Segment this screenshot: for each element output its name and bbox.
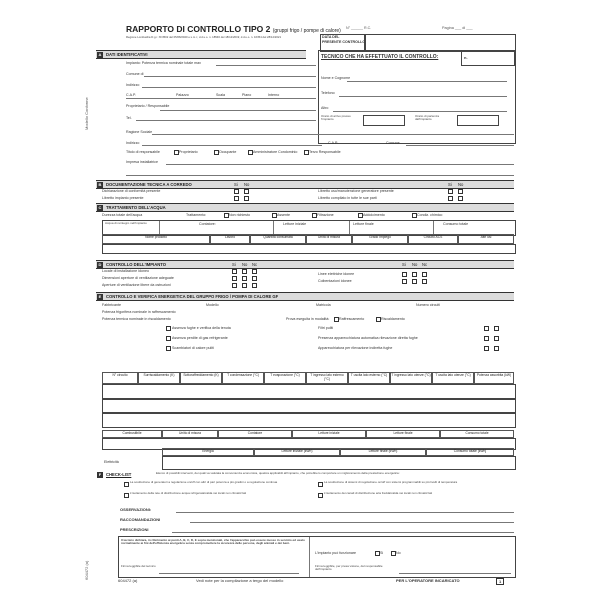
e-check-checkbox[interactable] [494, 326, 499, 331]
osservazioni-line[interactable] [176, 512, 514, 513]
section-d-yes: Si [232, 262, 236, 267]
indirizzo2-label: Indirizzo [126, 141, 140, 145]
f-item-label: L'isolamento dei canali di distribuzione aria fredda/calda nei locali non climatizzati [324, 491, 433, 495]
tecnico-title: TECNICO CHE HA EFFETTUATO IL CONTROLLO: [321, 54, 439, 60]
b-libretto-compilato-label: Libretto compilato in tutte le sue parti [318, 196, 377, 200]
e-check-checkbox[interactable] [484, 336, 489, 341]
divider [273, 221, 274, 235]
tecnico-nome-line[interactable] [347, 81, 507, 82]
e-check-label: Assenza fughe e verifica della tenuta [172, 326, 231, 330]
palazzo-label: Palazzo [176, 93, 189, 97]
side-label: Modello Conforme [84, 97, 89, 130]
section-b-no-header: No [244, 182, 250, 187]
tecnico-altro-label: Altro [321, 106, 329, 110]
section-e-title: CONTROLLO E VERIFICA ENERGETICA DEL GRUPPO FRIGO / POMPA DI CALORE GF [106, 294, 279, 299]
indirizzo2-line[interactable] [142, 145, 322, 146]
section-d-title: CONTROLLO DELL'IMPIANTO [106, 262, 167, 267]
scala-label: Scala [216, 93, 225, 97]
impianto-si-label: Si [380, 551, 384, 555]
d-checkbox[interactable] [412, 279, 417, 284]
e-elec-col: Consumo totale [kWh] [426, 448, 514, 456]
declaration-text: Il tecnico dichiara, in riferimento ai punti A, B, C, D, E sopra menzionati, che l'apparecchio può essere messo in servizio ed usato normalmente ai fini dell'efficienza energetica senza compromettere la sicurezza delle persone, degli animali e dei beni. [121, 538, 305, 546]
resp-terzo-label: Terzo Responsabile [309, 150, 341, 154]
b-libretto-label: Libretto impianto presente [102, 196, 144, 200]
e-col-circuito: N° circuito [102, 372, 138, 384]
tecnico-altro-line[interactable] [333, 111, 507, 112]
e-riscaldamento-label: Riscaldamento [381, 317, 405, 321]
section-d-no: No [242, 262, 248, 267]
section-f-header [96, 471, 156, 478]
prescrizioni-label: PRESCRIZIONI [120, 527, 149, 532]
e-elec-label: Elettricità [104, 460, 119, 464]
section-f-letter: F [98, 472, 102, 477]
indirizzo-label: Indirizzo [126, 83, 140, 87]
data-label-1: DATA DEL [322, 35, 340, 39]
declaration-box [118, 536, 516, 578]
section-a-letter: A [98, 52, 102, 57]
d-checkbox[interactable] [232, 276, 237, 281]
piano-label: Piano [242, 93, 252, 97]
d-checkbox[interactable] [252, 283, 257, 288]
d-checkbox[interactable] [422, 279, 427, 284]
e-check-checkbox[interactable] [484, 326, 489, 331]
b-libretto-no[interactable] [244, 196, 249, 201]
proprietario-label: Proprietario / Responsabile [126, 104, 170, 108]
tel-line[interactable] [136, 120, 316, 121]
e-col-potenza: Potenza assorbita (kW) [474, 372, 514, 384]
page-subtitle: Regione Lombardia D.g.r. XI/3502 del 05/08/2020 e s.m.i.; d.d.u.o. n. 18546 del 18/12/2019; d.d.u.o. n. 16354 del 28/12/2021 [126, 35, 282, 39]
divider [309, 537, 310, 577]
c-table-row[interactable] [102, 244, 516, 254]
divider [349, 221, 350, 235]
f-item-label: La sostituzione di sistemi di regolazione on/off con sistemi programmabili su più livelli di temperatura [324, 480, 458, 484]
d-checkbox[interactable] [252, 269, 257, 274]
raccomandazioni-label: RACCOMANDAZIONI [120, 517, 161, 522]
d-checkbox[interactable] [412, 272, 417, 277]
e-check-label: Assenza perdite di gas refrigerante [172, 336, 228, 340]
e-col-surriscaldamento: Surriscaldamento (K) [138, 372, 180, 384]
firma-responsabile-line[interactable] [399, 573, 511, 574]
firma-responsabile-label: Firma leggibile, per presa visione, del responsabile dell'impianto [315, 564, 383, 572]
cap-line[interactable] [126, 98, 316, 99]
e-col-t-uscita-est: T uscita lato esterno (°C) [348, 372, 390, 384]
c-col-grado: Grado Impiego [352, 234, 408, 244]
section-d-yes-2: Si [402, 262, 406, 267]
b-dichiarazione-si[interactable] [234, 189, 239, 194]
section-d-header [96, 260, 514, 269]
raccomandazioni-line[interactable] [190, 522, 514, 523]
c-durezza-label: Durezza totale dell'acqua [102, 213, 143, 217]
section-b-yes-header-2: Si [448, 182, 452, 187]
side-label-bottom: 604472 (a) [84, 560, 89, 580]
page-number: Pagina ___ di ___ [442, 26, 473, 30]
e-check-checkbox[interactable] [484, 346, 489, 351]
prescrizioni-line[interactable] [172, 532, 514, 533]
section-b-letter: B [98, 182, 102, 187]
e-pot-termica-label: Potenza termica nominale in riscaldamento [102, 317, 171, 321]
page-title: RAPPORTO DI CONTROLLO TIPO 2 (gruppi frigo / pompe di calore) [126, 24, 341, 34]
rapporto-number: N° ______ R.C. [346, 26, 372, 30]
cap2-label: C.A.P. [328, 141, 338, 145]
data-label-2: PRESENTE CONTROLLO [322, 40, 366, 44]
interno-label: Interno [268, 93, 280, 97]
impresa-line-2[interactable] [126, 175, 514, 176]
c-col-quantita: Quantità consumata [250, 234, 306, 244]
d-aperture-label: Dimensioni aperture di ventilazione adeguate [102, 276, 174, 280]
section-b-title: DOCUMENTAZIONE TECNICA A CORREDO [106, 182, 192, 187]
resp-amministratore-label: Amministratore Condominio [253, 150, 298, 154]
d-checkbox[interactable] [242, 269, 247, 274]
c-lettura-iniziale-label: Letture iniziale [283, 222, 307, 226]
footer-dest: PER L'OPERATORE INCARICATO [396, 578, 460, 583]
f-item-checkbox[interactable] [318, 482, 323, 487]
tecnico-number-field[interactable] [461, 51, 515, 66]
b-libretto-uso-no[interactable] [458, 189, 463, 194]
section-b-no-header-2: No [458, 182, 464, 187]
e-cons-col: Unità di misura [162, 430, 218, 438]
c-condiz-chimico-label: Condiz. chimico [417, 213, 443, 217]
divider [433, 221, 434, 235]
tecnico-tel-label: Telefono [321, 91, 335, 95]
c-reintegro-label: Acqua di reintegro nell'impianto [105, 221, 147, 225]
c-col-circuito-acs: Circuito ACS [408, 234, 458, 244]
b-dichiarazione-label: Dichiarazione di conformità presente [102, 189, 161, 193]
e-table-row[interactable] [102, 412, 516, 428]
c-col-altri-usi: Altri usi [458, 234, 514, 244]
e-check-checkbox[interactable] [166, 326, 171, 331]
section-c-letter: C [98, 205, 102, 210]
firma-tecnico-label: Firma leggibile del tecnico [121, 564, 156, 568]
e-pot-frigo-label: Potenza frigorifera nominale in raffrescamento [102, 310, 176, 314]
footer-code: 604472 (a) [118, 578, 138, 583]
ragione-sociale-label: Ragione Sociale [126, 130, 153, 134]
e-elec-col: Energia [162, 448, 254, 456]
impianto-funzionare-label: L'impianto può funzionare [315, 551, 357, 555]
footer-page-num: 1 [496, 578, 504, 585]
impresa-label: Impresa installatrice [126, 160, 158, 164]
c-consumo-totale-label: Consumo totale [443, 222, 469, 226]
titolo-resp-label: Titolo di responsabile [126, 150, 160, 154]
e-col-t-condensazione: T condensazione (°C) [222, 372, 264, 384]
e-elec-col: Letture finale (kWh) [340, 448, 426, 456]
resp-proprietario-label: Proprietario [179, 150, 198, 154]
f-item-checkbox[interactable] [124, 482, 129, 487]
section-c-header [96, 203, 514, 212]
impianto-potenza-line[interactable] [216, 65, 316, 66]
e-raffrescamento-label: Raffrescamento [339, 317, 365, 321]
tecnico-number-label: n. [464, 55, 468, 60]
e-matricola-label: Matricola [316, 303, 331, 307]
section-b-header [96, 180, 514, 189]
f-item-label: La sostituzione di generatori a regolazione on/off con altri di pari potenza a più gradini o a regolazione continua [130, 480, 278, 484]
c-trattamento-label: Trattamento: [186, 213, 207, 217]
e-col-t-ingresso-est: T ingresso lato esterno (°C) [306, 372, 348, 384]
c-addolcimento-label: Addolcimento [363, 213, 385, 217]
tecnico-tel-line[interactable] [339, 96, 507, 97]
comune-label: Comune di [126, 72, 144, 76]
section-d-letter: D [98, 262, 102, 267]
f-item-checkbox[interactable] [124, 493, 129, 498]
c-lettura-finale-label: Letture finale [353, 222, 374, 226]
section-f-title: CHECK-LIST [106, 472, 132, 477]
e-check-checkbox[interactable] [494, 346, 499, 351]
section-a-header [96, 50, 306, 59]
e-cons-col: Consumo totale [440, 430, 514, 438]
comune2-label: Comune [386, 141, 400, 145]
orario-arrivo-field[interactable] [363, 115, 405, 126]
comune2-line[interactable] [406, 145, 514, 146]
section-e-header [96, 292, 514, 301]
e-cons-col: Letture iniziale [292, 430, 366, 438]
e-check-checkbox[interactable] [494, 336, 499, 341]
e-check-label: Presenza apparecchiatura automatica rilevazione diretta fughe [318, 336, 418, 340]
e-circuiti-label: Numero circuiti [416, 303, 440, 307]
e-col-t-evaporazione: T evaporazione (°C) [264, 372, 306, 384]
resp-occupante-label: Occupante [219, 150, 237, 154]
d-checkbox[interactable] [252, 276, 257, 281]
ragione-sociale-line[interactable] [152, 134, 514, 135]
c-non-richiesto-label: Non richiesto [229, 213, 250, 217]
f-item-checkbox[interactable] [318, 493, 323, 498]
b-libretto-si[interactable] [234, 196, 239, 201]
c-contatore-label: Contatore: [199, 222, 216, 226]
osservazioni-label: OSSERVAZIONI: [120, 507, 152, 512]
e-fabbricante-label: Fabbricante [102, 303, 121, 307]
cap-label: C.A.P. [126, 93, 136, 97]
e-cons-col: Combustibile [102, 430, 162, 438]
divider [159, 221, 160, 235]
e-col-sottoraffreddamento: Sottoraffreddamento (K) [180, 372, 222, 384]
b-libretto-compilato-si[interactable] [448, 196, 453, 201]
indirizzo-line[interactable] [142, 87, 316, 88]
b-libretto-uso-label: Libretto uso/manutenzione generatore presente [318, 189, 394, 193]
e-prova-label: Prova eseguita in modalità: [286, 317, 330, 321]
e-col-t-ingresso-ut: T ingresso lato utenze (°C) [390, 372, 432, 384]
b-dichiarazione-no[interactable] [244, 189, 249, 194]
impresa-line[interactable] [166, 164, 514, 165]
d-checkbox[interactable] [402, 279, 407, 284]
section-a-title: DATI IDENTIFICATIVI [106, 52, 148, 57]
orario-arrivo-label: Orario di arrivo presso l'impianto [321, 114, 351, 122]
tecnico-box [318, 50, 516, 144]
orario-partenza-label: Orario di partenza dall'impianto [415, 114, 440, 122]
c-col-nome-prodotto: Nome prodotto [102, 234, 210, 244]
f-item-label: L'isolamento della rete di distribuzione acqua refrigerata/calda nei locali non climatizzati [130, 491, 247, 495]
section-e-letter: E [98, 294, 102, 299]
proprietario-line[interactable] [160, 110, 316, 111]
e-check-checkbox[interactable] [166, 346, 171, 351]
footer-note: Vedi note per la compilazione a tergo del modello [196, 578, 284, 583]
e-cons-col: Contatore [218, 430, 292, 438]
orario-partenza-field[interactable] [457, 115, 499, 126]
e-check-label: Filtri puliti [318, 326, 334, 330]
e-check-label: Apparecchiatura per rilevazione indiretta fughe [318, 346, 393, 350]
e-cons-col: Letture finale [366, 430, 440, 438]
c-filtrazione-label: Filtrazione [317, 213, 334, 217]
d-checkbox[interactable] [402, 272, 407, 277]
d-checkbox[interactable] [232, 269, 237, 274]
e-check-checkbox[interactable] [166, 336, 171, 341]
section-c-title: TRATTAMENTO DELL'ACQUA [106, 205, 166, 210]
impianto-no-label: No [396, 551, 401, 555]
d-checkbox[interactable] [242, 276, 247, 281]
d-checkbox[interactable] [242, 283, 247, 288]
c-col-lavoro: Lavoro [210, 234, 250, 244]
firma-tecnico-line[interactable] [159, 573, 299, 574]
section-d-no-2: No [412, 262, 418, 267]
tel-label: Tel. [126, 116, 132, 120]
d-checkbox[interactable] [422, 272, 427, 277]
tecnico-nome-label: Nome e Cognome [321, 76, 351, 80]
e-check-label: Scambiatori di calore puliti [172, 346, 214, 350]
e-elec-row[interactable] [162, 456, 516, 470]
e-modello-label: Modello [206, 303, 219, 307]
d-locale-label: Locale di installazione idoneo [102, 269, 149, 273]
f-intro: Elenco di possibili interventi, dei quali va valutata la convenienza economica, qualora applicabili all'impianto, che potrebbero comportare un miglioramento della prestazione energetica: [156, 471, 400, 475]
d-aperture-libere-label: Aperture di ventilazione libere da ostruzioni [102, 283, 171, 287]
d-coibentazioni-label: Coibentazioni idonee [318, 279, 352, 283]
d-linee-label: Linee elettriche idonee [318, 272, 355, 276]
impianto-potenza-label: Impianto: Potenza termica nominale totale max [126, 61, 201, 65]
d-checkbox[interactable] [232, 283, 237, 288]
e-col-t-uscita-ut: T uscita lato utenze (°C) [432, 372, 474, 384]
comune-line[interactable] [144, 76, 316, 77]
document-page [84, 20, 514, 586]
section-b-yes-header: Si [234, 182, 238, 187]
section-d-na-2: Nc [422, 262, 428, 267]
c-col-unita: Unità di misura [306, 234, 352, 244]
e-elec-col: Letture iniziale (kWh) [254, 448, 340, 456]
c-assente-label: Assente [277, 213, 290, 217]
b-libretto-uso-si[interactable] [448, 189, 453, 194]
section-d-na: Nc [252, 262, 258, 267]
b-libretto-compilato-no[interactable] [458, 196, 463, 201]
